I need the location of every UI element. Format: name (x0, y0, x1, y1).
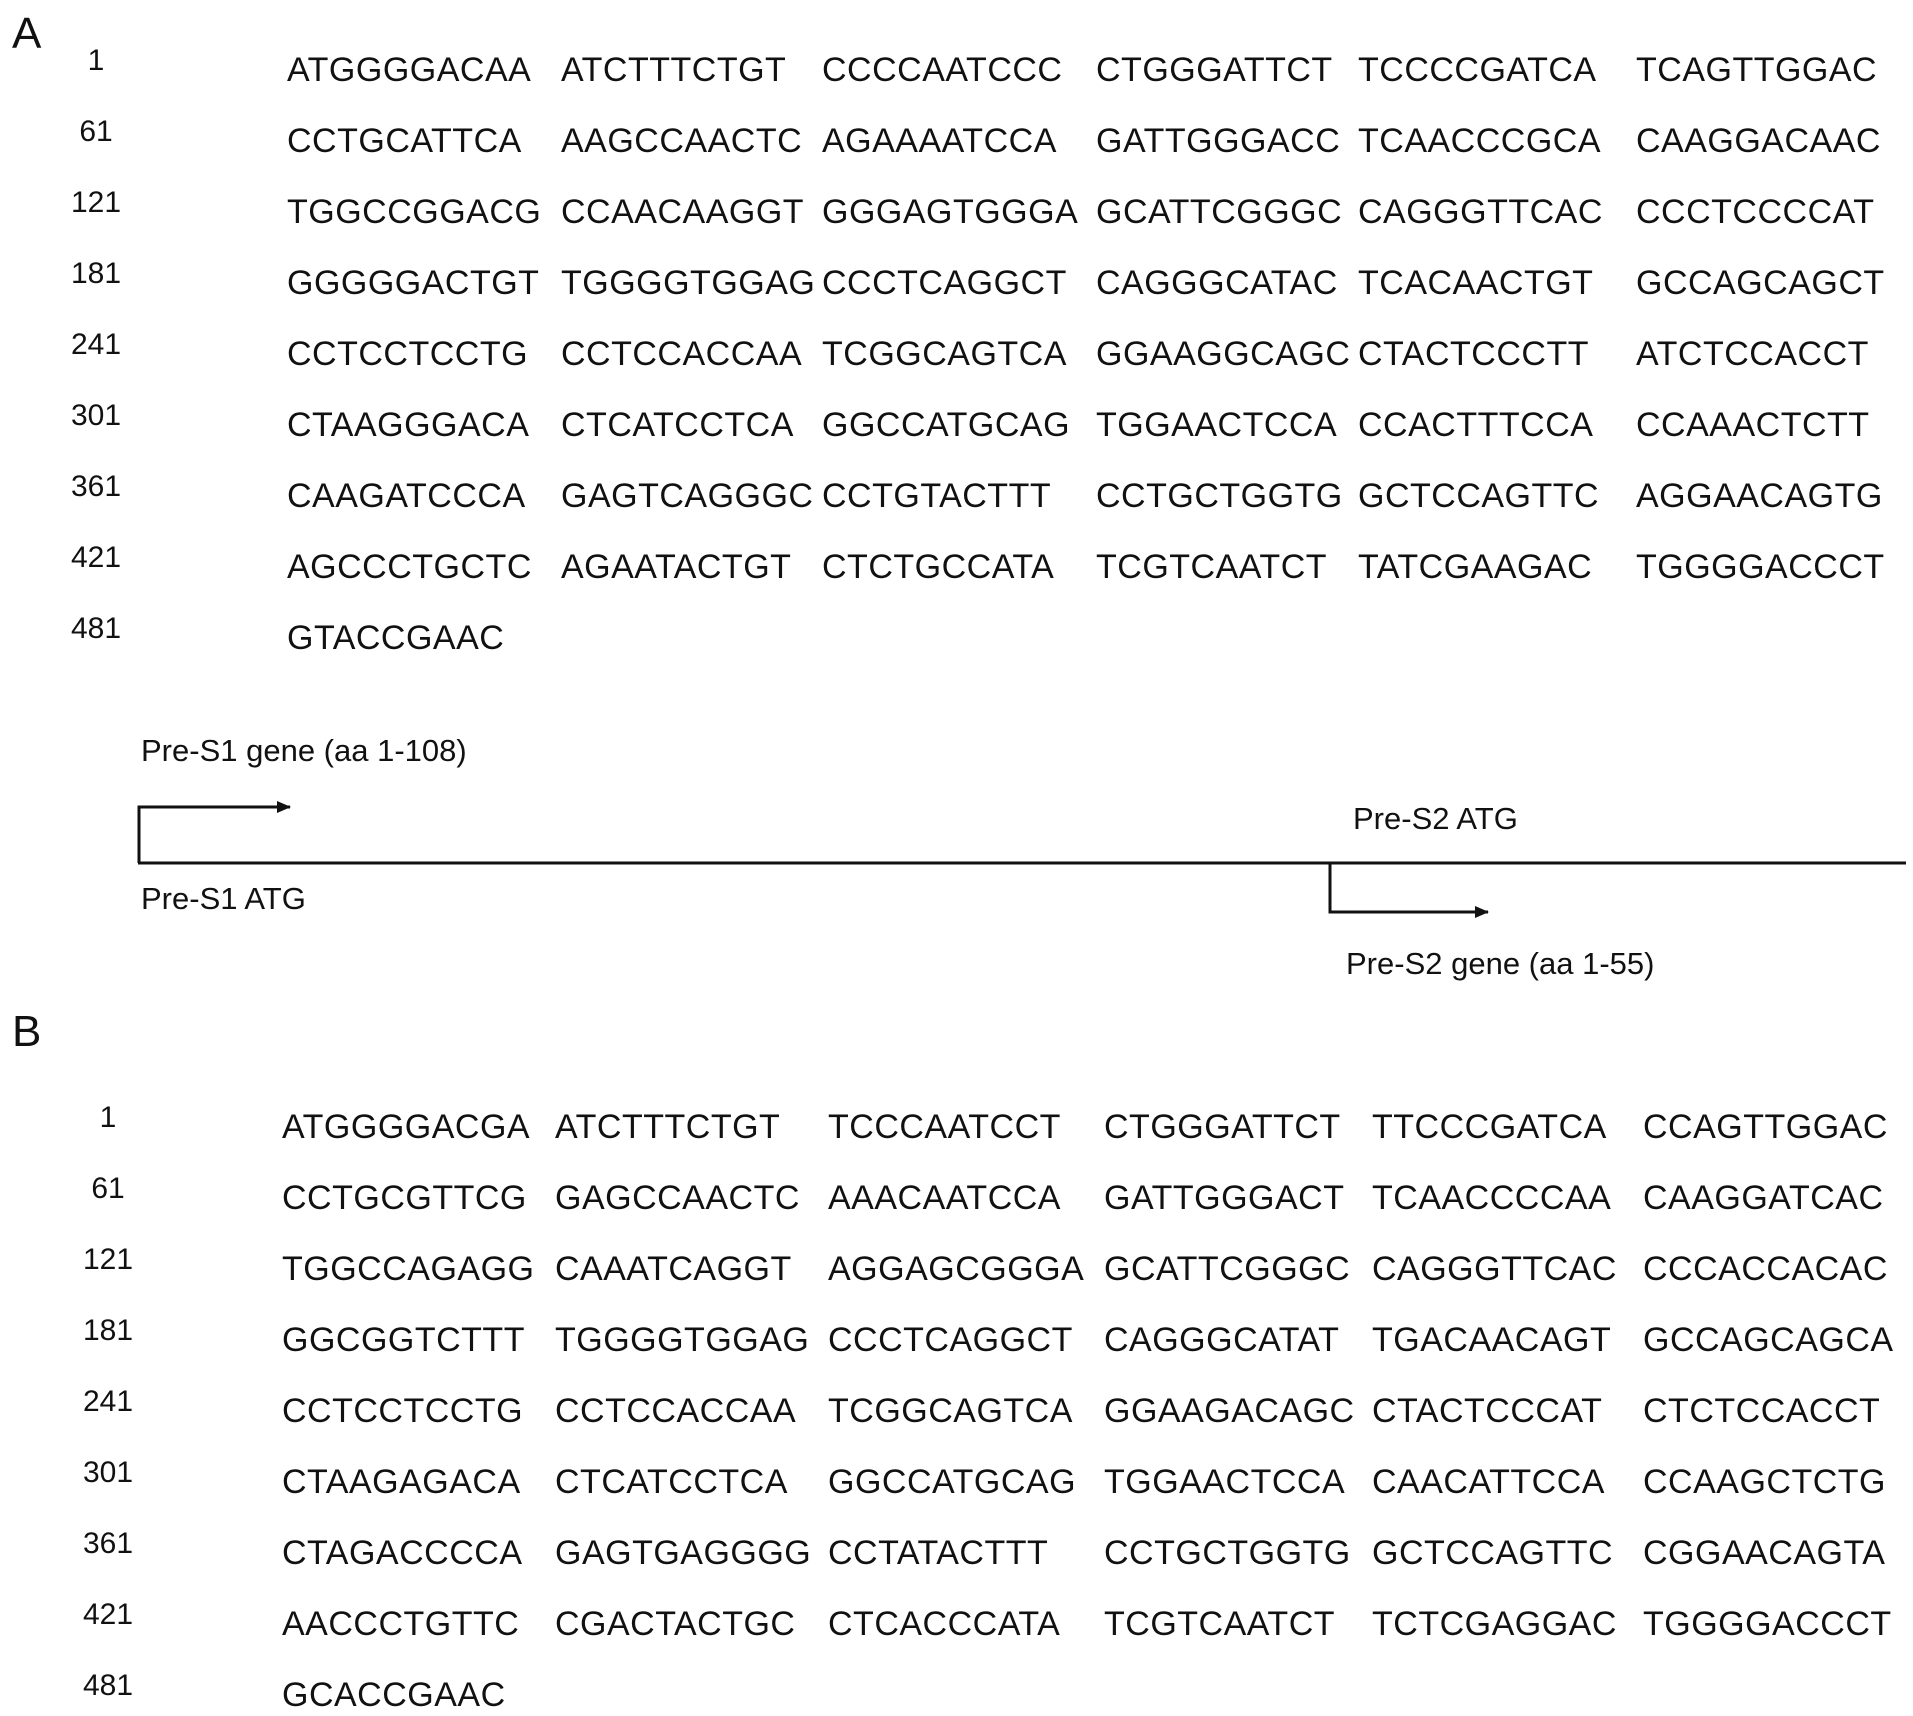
sequence-chunk: AAACAATCCA (828, 1179, 1061, 1217)
sequence-chunk: AAGCCAACTC (561, 122, 803, 160)
sequence-chunk: TGGAACTCCA (1096, 406, 1338, 444)
sequence-chunk: TGGAACTCCA (1104, 1463, 1346, 1501)
sequence-chunk: GGGAGTGGGA (822, 193, 1079, 231)
sequence-chunk: TCCCCGATCA (1358, 51, 1597, 89)
sequence-chunk: GCACCGAAC (282, 1676, 506, 1714)
sequence-chunk: CAAGGATCAC (1643, 1179, 1884, 1217)
sequence-chunk: AGCCCTGCTC (287, 548, 532, 586)
sequence-chunk: TGACAACAGT (1372, 1321, 1612, 1359)
sequence-chunk: CCTCCACCAA (555, 1392, 797, 1430)
sequence-position-number: 1 (99, 1101, 117, 1134)
sequence-chunk: CCAACAAGGT (561, 193, 805, 231)
sequence-chunk: ATGGGGACAA (287, 51, 532, 89)
sequence-position-number: 181 (82, 1314, 134, 1347)
sequence-chunk: CAACATTCCA (1372, 1463, 1605, 1501)
sequence-chunk: CCTGTACTTT (822, 477, 1052, 515)
sequence-position-number: 301 (70, 399, 122, 432)
pre-s1-gene-label: Pre-S1 gene (aa 1-108) (141, 733, 467, 768)
sequence-chunk: GTACCGAAC (287, 619, 505, 657)
sequence-chunk: CAAATCAGGT (555, 1250, 792, 1288)
sequence-chunk: GATTGGGACC (1096, 122, 1341, 160)
sequence-chunk: GCATTCGGGC (1104, 1250, 1351, 1288)
sequence-chunk: GCTCCAGTTC (1358, 477, 1600, 515)
sequence-chunk: CCTCCTCCTG (287, 335, 529, 373)
sequence-chunk: CCTCCACCAA (561, 335, 803, 373)
sequence-chunk: CAGGGCATAC (1096, 264, 1338, 302)
sequence-chunk: CTCATCCTCA (555, 1463, 788, 1501)
sequence-chunk: CTACTCCCAT (1372, 1392, 1603, 1430)
sequence-chunk: TCAACCCGCA (1358, 122, 1602, 160)
sequence-position-number: 61 (79, 115, 113, 148)
sequence-chunk: CCCACCACAC (1643, 1250, 1888, 1288)
sequence-chunk: CAAGGACAAC (1636, 122, 1881, 160)
sequence-chunk: TCGTCAATCT (1096, 548, 1328, 586)
sequence-chunk: TCCCAATCCT (828, 1108, 1061, 1146)
sequence-chunk: CAAGATCCCA (287, 477, 526, 515)
sequence-chunk: CTAAGGGACA (287, 406, 530, 444)
sequence-chunk: AACCCTGTTC (282, 1605, 520, 1643)
sequence-chunk: CCTGCGTTCG (282, 1179, 527, 1217)
sequence-chunk: GGCCATGCAG (822, 406, 1071, 444)
sequence-chunk: TCGGCAGTCA (828, 1392, 1073, 1430)
sequence-chunk: CTGGGATTCT (1096, 51, 1333, 89)
sequence-chunk: CTCATCCTCA (561, 406, 794, 444)
pre-s2-start-arrow (1330, 863, 1488, 912)
sequence-chunk: TCTCGAGGAC (1372, 1605, 1617, 1643)
sequence-chunk: CCTCCTCCTG (282, 1392, 524, 1430)
panel-a-label: A (12, 9, 42, 58)
sequence-chunk: CTCACCCATA (828, 1605, 1061, 1643)
sequence-chunk: TGGGGTGGAG (555, 1321, 810, 1359)
sequence-chunk: TATCGAAGAC (1358, 548, 1593, 586)
sequence-chunk: AGAATACTGT (561, 548, 792, 586)
sequence-chunk: TGGGGACCCT (1636, 548, 1885, 586)
sequence-chunk: CAGGGTTCAC (1372, 1250, 1617, 1288)
sequence-chunk: GCCAGCAGCA (1643, 1321, 1894, 1359)
sequence-position-number: 181 (70, 257, 122, 290)
pre-s2-gene-label: Pre-S2 gene (aa 1-55) (1346, 946, 1655, 981)
sequence-position-number: 421 (70, 541, 122, 574)
sequence-position-number: 361 (82, 1527, 134, 1560)
sequence-chunk: CCTGCATTCA (287, 122, 522, 160)
sequence-chunk: CCACTTTCCA (1358, 406, 1594, 444)
sequence-chunk: CGACTACTGC (555, 1605, 796, 1643)
sequence-chunk: GCATTCGGGC (1096, 193, 1343, 231)
sequence-chunk: CCAAACTCTT (1636, 406, 1870, 444)
sequence-chunk: CCCCAATCCC (822, 51, 1063, 89)
sequence-chunk: TCAGTTGGAC (1636, 51, 1878, 89)
sequence-position-number: 361 (70, 470, 122, 503)
sequence-position-number: 481 (82, 1669, 134, 1702)
sequence-chunk: ATCTCCACCT (1636, 335, 1869, 373)
sequence-chunk: TTCCCGATCA (1372, 1108, 1607, 1146)
sequence-chunk: CCAGTTGGAC (1643, 1108, 1888, 1146)
sequence-chunk: CCCTCAGGCT (822, 264, 1067, 302)
sequence-chunk: CCAAGCTCTG (1643, 1463, 1886, 1501)
sequence-chunk: GAGCCAACTC (555, 1179, 800, 1217)
sequence-position-number: 481 (70, 612, 122, 645)
sequence-chunk: GATTGGGACT (1104, 1179, 1345, 1217)
sequence-chunk: CCTGCTGGTG (1096, 477, 1343, 515)
sequence-position-number: 61 (91, 1172, 125, 1205)
sequence-chunk: TCGTCAATCT (1104, 1605, 1336, 1643)
sequence-chunk: CTGGGATTCT (1104, 1108, 1341, 1146)
sequence-chunk: GGAAGACAGC (1104, 1392, 1355, 1430)
sequence-chunk: CCCTCCCCAT (1636, 193, 1875, 231)
sequence-chunk: CTCTGCCATA (822, 548, 1055, 586)
sequence-chunk: TCACAACTGT (1358, 264, 1594, 302)
sequence-chunk: TGGCCAGAGG (282, 1250, 535, 1288)
sequence-chunk: GCTCCAGTTC (1372, 1534, 1614, 1572)
sequence-position-number: 1 (87, 44, 105, 77)
sequence-chunk: AGGAACAGTG (1636, 477, 1883, 515)
sequence-chunk: CTAAGAGACA (282, 1463, 521, 1501)
sequence-chunk: ATCTTTCTGT (555, 1108, 781, 1146)
sequence-position-number: 241 (82, 1385, 134, 1418)
sequence-chunk: TGGCCGGACG (287, 193, 542, 231)
sequence-chunk: GCCAGCAGCT (1636, 264, 1885, 302)
sequence-chunk: AGAAAATCCA (822, 122, 1057, 160)
sequence-position-number: 241 (70, 328, 122, 361)
sequence-chunk: GAGTGAGGGG (555, 1534, 812, 1572)
pre-s1-atg-label: Pre-S1 ATG (141, 881, 306, 916)
sequence-chunk: GGAAGGCAGC (1096, 335, 1351, 373)
sequence-chunk: CAGGGTTCAC (1358, 193, 1603, 231)
sequence-position-number: 121 (70, 186, 122, 219)
sequence-chunk: ATCTTTCTGT (561, 51, 787, 89)
sequence-chunk: TCGGCAGTCA (822, 335, 1067, 373)
sequence-chunk: CTAGACCCCA (282, 1534, 523, 1572)
sequence-chunk: CCTGCTGGTG (1104, 1534, 1351, 1572)
sequence-position-number: 121 (82, 1243, 134, 1276)
sequence-chunk: GGCCATGCAG (828, 1463, 1077, 1501)
sequence-position-number: 421 (82, 1598, 134, 1631)
panel-b-label: B (12, 1007, 42, 1056)
sequence-chunk: CTACTCCCTT (1358, 335, 1589, 373)
sequence-chunk: CTCTCCACCT (1643, 1392, 1881, 1430)
sequence-chunk: GGGGGACTGT (287, 264, 540, 302)
sequence-chunk: GGCGGTCTTT (282, 1321, 525, 1359)
sequence-chunk: ATGGGGACGA (282, 1108, 531, 1146)
pre-s1-start-arrow (139, 807, 290, 863)
sequence-position-number: 301 (82, 1456, 134, 1489)
sequence-chunk: CAGGGCATAT (1104, 1321, 1340, 1359)
sequence-chunk: TCAACCCCAA (1372, 1179, 1612, 1217)
sequence-chunk: TGGGGTGGAG (561, 264, 816, 302)
pre-s2-atg-label: Pre-S2 ATG (1353, 801, 1518, 836)
sequence-chunk: CCCTCAGGCT (828, 1321, 1073, 1359)
sequence-chunk: CCTATACTTT (828, 1534, 1049, 1572)
sequence-chunk: AGGAGCGGGA (828, 1250, 1085, 1288)
sequence-chunk: CGGAACAGTA (1643, 1534, 1886, 1572)
sequence-chunk: TGGGGACCCT (1643, 1605, 1892, 1643)
sequence-chunk: GAGTCAGGGC (561, 477, 814, 515)
